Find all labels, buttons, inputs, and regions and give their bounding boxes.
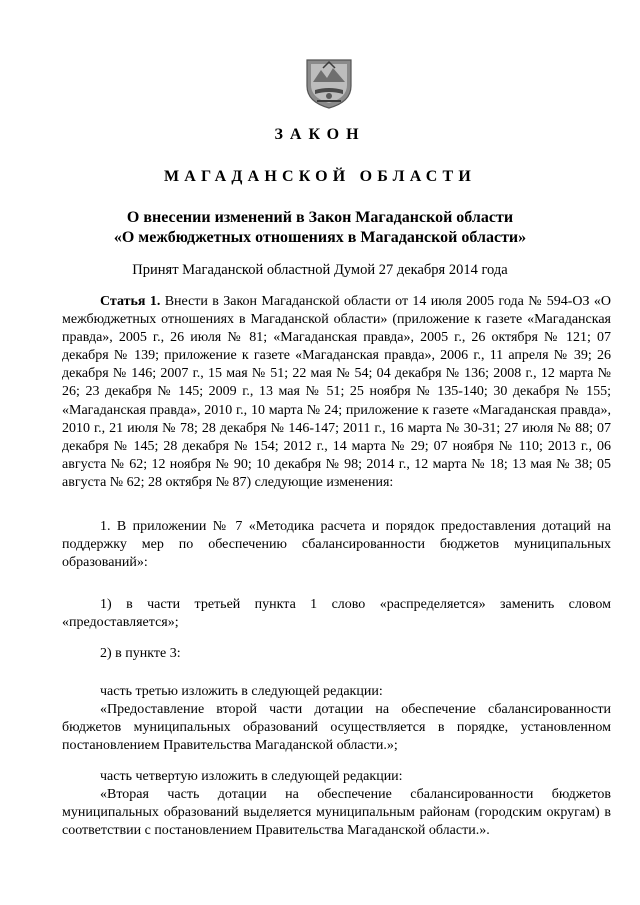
- part-four-text: «Вторая часть дотации на обеспечение сбалансированности бюджетов муниципальных образований выделяется муниципальным районам (городским округам) в соответствии с постановлением Правительства Магаданской области.».: [62, 787, 611, 839]
- region-heading: МАГАДАНСКОЙ ОБЛАСТИ: [163, 168, 477, 185]
- article-1-text: Внести в Закон Магаданской области от 14 июля 2005 года № 594-ОЗ «О межбюджетных отношениях в Магаданской области» (приложение к газете «Магаданская правда», 2005 г., 26 июля № 81; «Магаданская правда», 2005 г., 26 октября № 121; 07 декабря № 139; приложение к газете «Магаданская правда», 2006 г., 11 апреля № 39; 26 декабря № 146; 2007 г., 15 мая № 51; 22 мая № 54; 04 декабря № 136; 2008 г., 12 марта № 26; 23 декабря № 145; 2009 г., 13 мая № 51; 25 ноября № 135-140; 30 декабря № 155; «Магаданская правда», 2010 г., 10 марта № 24; приложение к газете «Магаданская правда», 2010 г., 21 июля № 78; 28 декабря № 146-147; 2011 г., 16 марта № 30-31; 27 июля № 88; 07 декабря № 145; 28 декабря № 154; 2012 г., 14 марта № 29; 07 ноября № 110; 2013 г., 06 августа № 62; 12 ноября № 90; 10 декабря № 98; 2014 г., 12 марта № 18; 13 мая № 38; 05 августа № 62; 28 октября № 87) следующие изменения:: [62, 294, 612, 490]
- subitem-2: [62, 645, 611, 663]
- adoption-note: Принят Магаданской областной Думой 27 декабря 2014 года: [132, 262, 508, 278]
- part-three-lead: часть третью изложить в следующей редакции:: [100, 684, 383, 699]
- subitem-1-text: 1) в части третьей пункта 1 слово «распределяется» заменить словом «предоставляется»;: [62, 597, 611, 631]
- law-heading: ЗАКОН: [274, 126, 366, 143]
- item-1-text: 1. В приложении № 7 «Методика расчета и порядок предоставления дотаций на поддержку мер по обеспечению сбалансированности бюджетов муниципальных образований»:: [62, 519, 611, 571]
- law-title-line-2: «О межбюджетных отношениях в Магаданской области»: [113, 229, 527, 246]
- part-three-change: [62, 683, 611, 755]
- subitem-1: [62, 596, 611, 632]
- law-title-line-1: О внесении изменений в Закон Магаданской области: [126, 209, 514, 226]
- article-1-paragraph: [62, 293, 611, 492]
- part-four-change: [62, 768, 611, 840]
- article-1: [62, 293, 611, 492]
- article-1-label: Статья 1.: [100, 294, 161, 309]
- subitem-2-text: 2) в пункте 3:: [100, 646, 181, 661]
- coat-of-arms-icon: [303, 56, 355, 110]
- item-1: [62, 518, 611, 572]
- law-title: [60, 208, 580, 248]
- part-three-text: «Предоставление второй части дотации на обеспечение сбалансированности бюджетов муниципальных образований осуществляется в порядке, установленном постановлением Правительства Магаданской области.»;: [62, 702, 611, 754]
- part-four-lead: часть четвертую изложить в следующей редакции:: [100, 769, 403, 784]
